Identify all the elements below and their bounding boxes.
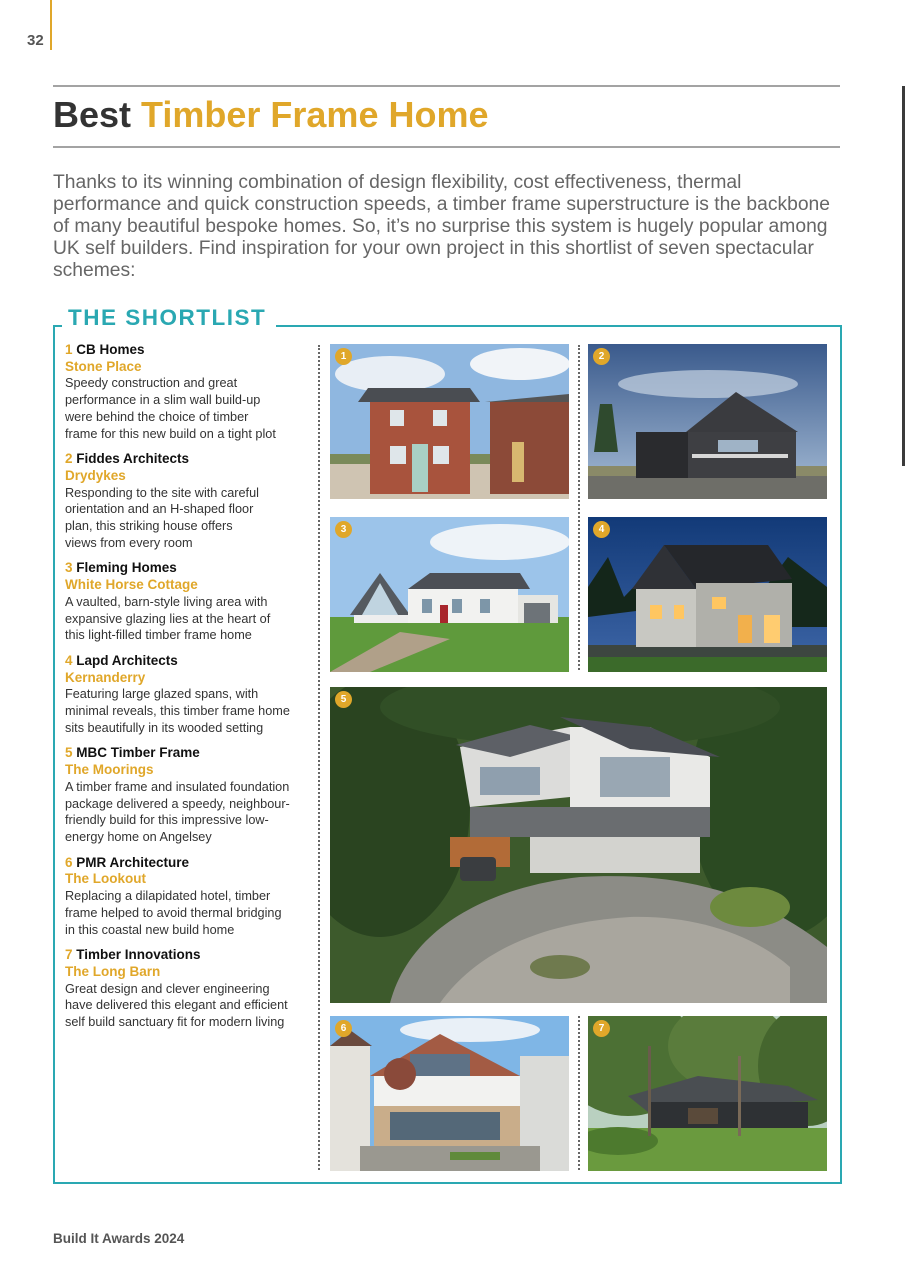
photo-drydykes xyxy=(588,344,827,499)
item-description-line: expansive glazing lies at the heart of xyxy=(65,611,271,626)
shortlist-heading: THE SHORTLIST xyxy=(62,305,276,331)
title-part-1: Best xyxy=(53,94,142,135)
item-description-line: A vaulted, barn-style living area with xyxy=(65,594,268,609)
photo-the-lookout xyxy=(330,1016,569,1171)
list-photo-separator xyxy=(318,345,320,1170)
item-description-line: A timber frame and insulated foundation xyxy=(65,779,290,794)
shortlist-item xyxy=(65,653,309,737)
item-description-line: sits beautifully in its wooded setting xyxy=(65,720,264,735)
photo-badge: 1 xyxy=(335,348,352,365)
shortlist-item xyxy=(65,745,309,845)
photo-badge: 3 xyxy=(335,521,352,538)
item-description-line: energy home on Angelsey xyxy=(65,829,212,844)
photo-white-horse-cottage xyxy=(330,517,569,672)
photo-separator xyxy=(578,1016,580,1170)
item-description-line: have delivered this elegant and efficient xyxy=(65,998,288,1013)
page-number: 32 xyxy=(27,32,44,49)
item-description-line: Speedy construction and great xyxy=(65,376,238,391)
item-description-line: Replacing a dilapidated hotel, timber xyxy=(65,889,271,904)
item-number: 6 xyxy=(65,854,73,870)
item-company: PMR Architecture xyxy=(76,854,190,870)
house-illustration xyxy=(588,517,827,672)
item-heading xyxy=(65,560,309,577)
item-description-line: minimal reveals, this timber frame home xyxy=(65,704,290,719)
shortlist-item xyxy=(65,451,309,551)
item-description-line: Featuring large glazed spans, with xyxy=(65,687,259,702)
house-illustration xyxy=(330,344,569,499)
title-part-2: Timber Frame Home xyxy=(141,94,489,135)
page-title xyxy=(53,94,488,136)
house-illustration xyxy=(330,517,569,672)
item-company: CB Homes xyxy=(76,342,145,357)
item-company: Lapd Architects xyxy=(76,652,178,668)
item-description-line: in this coastal new build home xyxy=(65,922,235,937)
photo-kernanderry xyxy=(588,517,827,672)
item-description-line: frame for this new build on a tight plot xyxy=(65,426,276,441)
item-project: Stone Place xyxy=(65,358,142,374)
item-heading xyxy=(65,451,309,468)
photo-separator xyxy=(578,345,580,670)
photo-the-moorings xyxy=(330,687,827,1003)
item-heading xyxy=(65,947,309,964)
item-number: 5 xyxy=(65,745,73,761)
item-project: White Horse Cottage xyxy=(65,577,198,593)
item-company: Fleming Homes xyxy=(76,560,177,576)
house-illustration xyxy=(588,344,827,499)
item-description-line: package delivered a speedy, neighbour- xyxy=(65,796,290,811)
photo-badge: 7 xyxy=(593,1020,610,1037)
photo-badge: 2 xyxy=(593,348,610,365)
item-description-line: orientation and an H-shaped floor xyxy=(65,502,254,517)
item-heading xyxy=(65,653,309,670)
item-description-line: frame helped to avoid thermal bridging xyxy=(65,905,282,920)
house-illustration xyxy=(330,1016,569,1171)
item-project: The Long Barn xyxy=(65,963,161,979)
item-company: Fiddes Architects xyxy=(76,451,190,467)
item-project: Drydykes xyxy=(65,467,126,483)
title-bottom-rule xyxy=(53,146,840,148)
item-number: 1 xyxy=(65,342,73,357)
item-heading xyxy=(65,855,309,872)
item-description-line: performance in a slim wall build-up xyxy=(65,393,261,408)
item-description-line: Great design and clever engineering xyxy=(65,981,270,996)
item-description-line: this light-filled timber frame home xyxy=(65,628,252,643)
item-number: 4 xyxy=(65,652,73,668)
item-heading xyxy=(65,342,309,359)
item-description-line: were behind the choice of timber xyxy=(65,409,249,424)
item-heading xyxy=(65,745,309,762)
item-project: Kernanderry xyxy=(65,669,146,685)
item-company: Timber Innovations xyxy=(76,947,201,963)
page-footer: Build It Awards 2024 xyxy=(53,1231,185,1246)
house-illustration xyxy=(330,687,827,1003)
item-project: The Moorings xyxy=(65,762,154,778)
item-description-line: Responding to the site with careful xyxy=(65,485,259,500)
shortlist-list xyxy=(65,342,309,1031)
page-number-rule xyxy=(50,0,52,50)
item-description-line: views from every room xyxy=(65,535,193,550)
shortlist-item xyxy=(65,342,309,442)
item-description-line: self build sanctuary fit for modern living xyxy=(65,1015,285,1030)
house-illustration xyxy=(588,1016,827,1171)
item-number: 7 xyxy=(65,947,73,963)
item-description-line: friendly build for this impressive low- xyxy=(65,813,269,828)
item-project: The Lookout xyxy=(65,871,146,887)
item-company: MBC Timber Frame xyxy=(76,745,200,761)
intro-paragraph: Thanks to its winning combination of design flexibility, cost effectiveness, thermal performance and quick construction speeds, a timber frame superstructure is the backbone of many beautiful bespoke homes. So, it’s no surprise this system is hugely popular among UK self builders. Find inspiration for your own project in this shortlist of seven spectacular schemes: xyxy=(53,172,831,281)
title-top-rule xyxy=(53,85,840,87)
shortlist-item xyxy=(65,560,309,644)
item-description-line: plan, this striking house offers xyxy=(65,519,233,534)
photo-badge: 4 xyxy=(593,521,610,538)
photo-badge: 5 xyxy=(335,691,352,708)
photo-stone-place xyxy=(330,344,569,499)
shortlist-item xyxy=(65,947,309,1031)
item-number: 3 xyxy=(65,560,73,576)
photo-badge: 6 xyxy=(335,1020,352,1037)
shortlist-item xyxy=(65,855,309,939)
item-number: 2 xyxy=(65,451,73,467)
photo-the-long-barn xyxy=(588,1016,827,1171)
